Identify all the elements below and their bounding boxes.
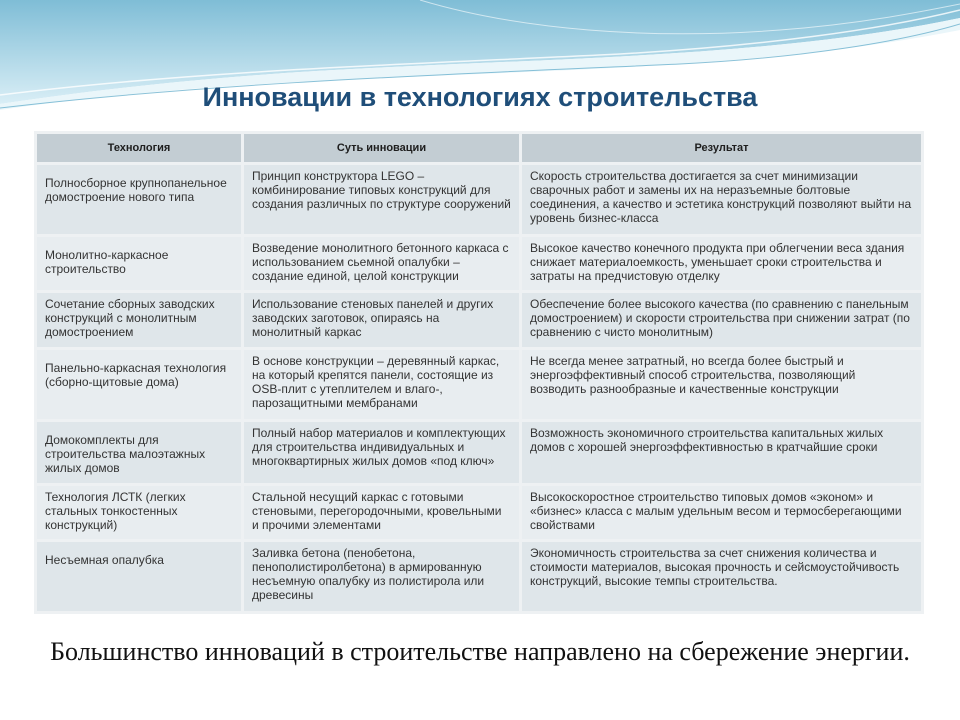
result-cell: Экономичность строительства за счет снижения количества и стоимости материалов, высокая прочность и сейсмоустойчивость конструкций, высокие темпы строительства. [522,542,921,611]
essence-cell: Использование стеновых панелей и других заводских заготовок, опираясь на монолитный каркас [244,293,519,346]
essence-cell: Стальной несущий каркас с готовыми стеновыми, перегородочными, кровельными и прочими элементами [244,486,519,539]
table-row [37,422,921,483]
innovation-table-container [34,131,924,614]
result-cell: Скорость строительства достигается за счет минимизации сварочных работ и замены их на неразъемные болтовые соединения, а качество и эстетика конструкций позволяют выйти на уровень бизнес-класса [522,165,921,234]
result-cell: Не всегда менее затратный, но всегда более быстрый и энергоэффективный способ строительства, позволяющий возводить разнообразные и качественные конструкции [522,350,921,419]
technology-cell: Панельно-каркасная технология (сборно-щитовые дома) [37,350,241,419]
technology-cell: Полносборное крупнопанельное домостроение нового типа [37,165,241,234]
technology-cell: Монолитно-каркасное строительство [37,237,241,290]
table-header-row [37,134,921,162]
table-row [37,350,921,419]
table-row [37,486,921,539]
innovation-table [34,131,924,614]
essence-cell: В основе конструкции – деревянный каркас, на который крепятся панели, состоящие из OSB-плит с утеплителем и влаго-, парозащитными мембранами [244,350,519,419]
table-row [37,293,921,346]
table-row [37,237,921,290]
result-cell: Возможность экономичного строительства капитальных жилых домов с хорошей энергоэффективностью в кратчайшие сроки [522,422,921,483]
table-row [37,165,921,234]
essence-cell: Принцип конструктора LEGO – комбинирование типовых конструкций для создания различных по структуре сооружений [244,165,519,234]
header-essence: Суть инновации [244,134,519,162]
footer-statement: Большинство инноваций в строительстве направлено на сбережение энергии. [50,637,910,666]
table-row [37,542,921,611]
essence-cell: Заливка бетона (пенобетона, пенополистиролбетона) в армированную несъемную опалубку из полистирола или древесины [244,542,519,611]
result-cell: Обеспечение более высокого качества (по сравнению с панельным домостроением) и скорости строительства при снижении затрат (по сравнению с чисто монолитным) [522,293,921,346]
technology-cell: Домокомплекты для строительства малоэтажных жилых домов [37,422,241,483]
header-result: Результат [522,134,921,162]
essence-cell: Полный набор материалов и комплектующих для строительства индивидуальных и многоквартирных жилых домов «под ключ» [244,422,519,483]
technology-cell: Несъемная опалубка [37,542,241,611]
result-cell: Высокоскоростное строительство типовых домов «эконом» и «бизнес» класса с малым удельным весом и термосберегающими свойствами [522,486,921,539]
header-technology: Технология [37,134,241,162]
technology-cell: Технология ЛСТК (легких стальных тонкостенных конструкций) [37,486,241,539]
technology-cell: Сочетание сборных заводских конструкций с монолитным домостроением [37,293,241,346]
essence-cell: Возведение монолитного бетонного каркаса с использованием сьемной опалубки – создание единой, целой конструкции [244,237,519,290]
slide-title: Инновации в технологиях строительства [202,82,758,112]
result-cell: Высокое качество конечного продукта при облегчении веса здания снижает материалоемкость, уменьшает сроки строительства и затраты на предчистовую отделку [522,237,921,290]
